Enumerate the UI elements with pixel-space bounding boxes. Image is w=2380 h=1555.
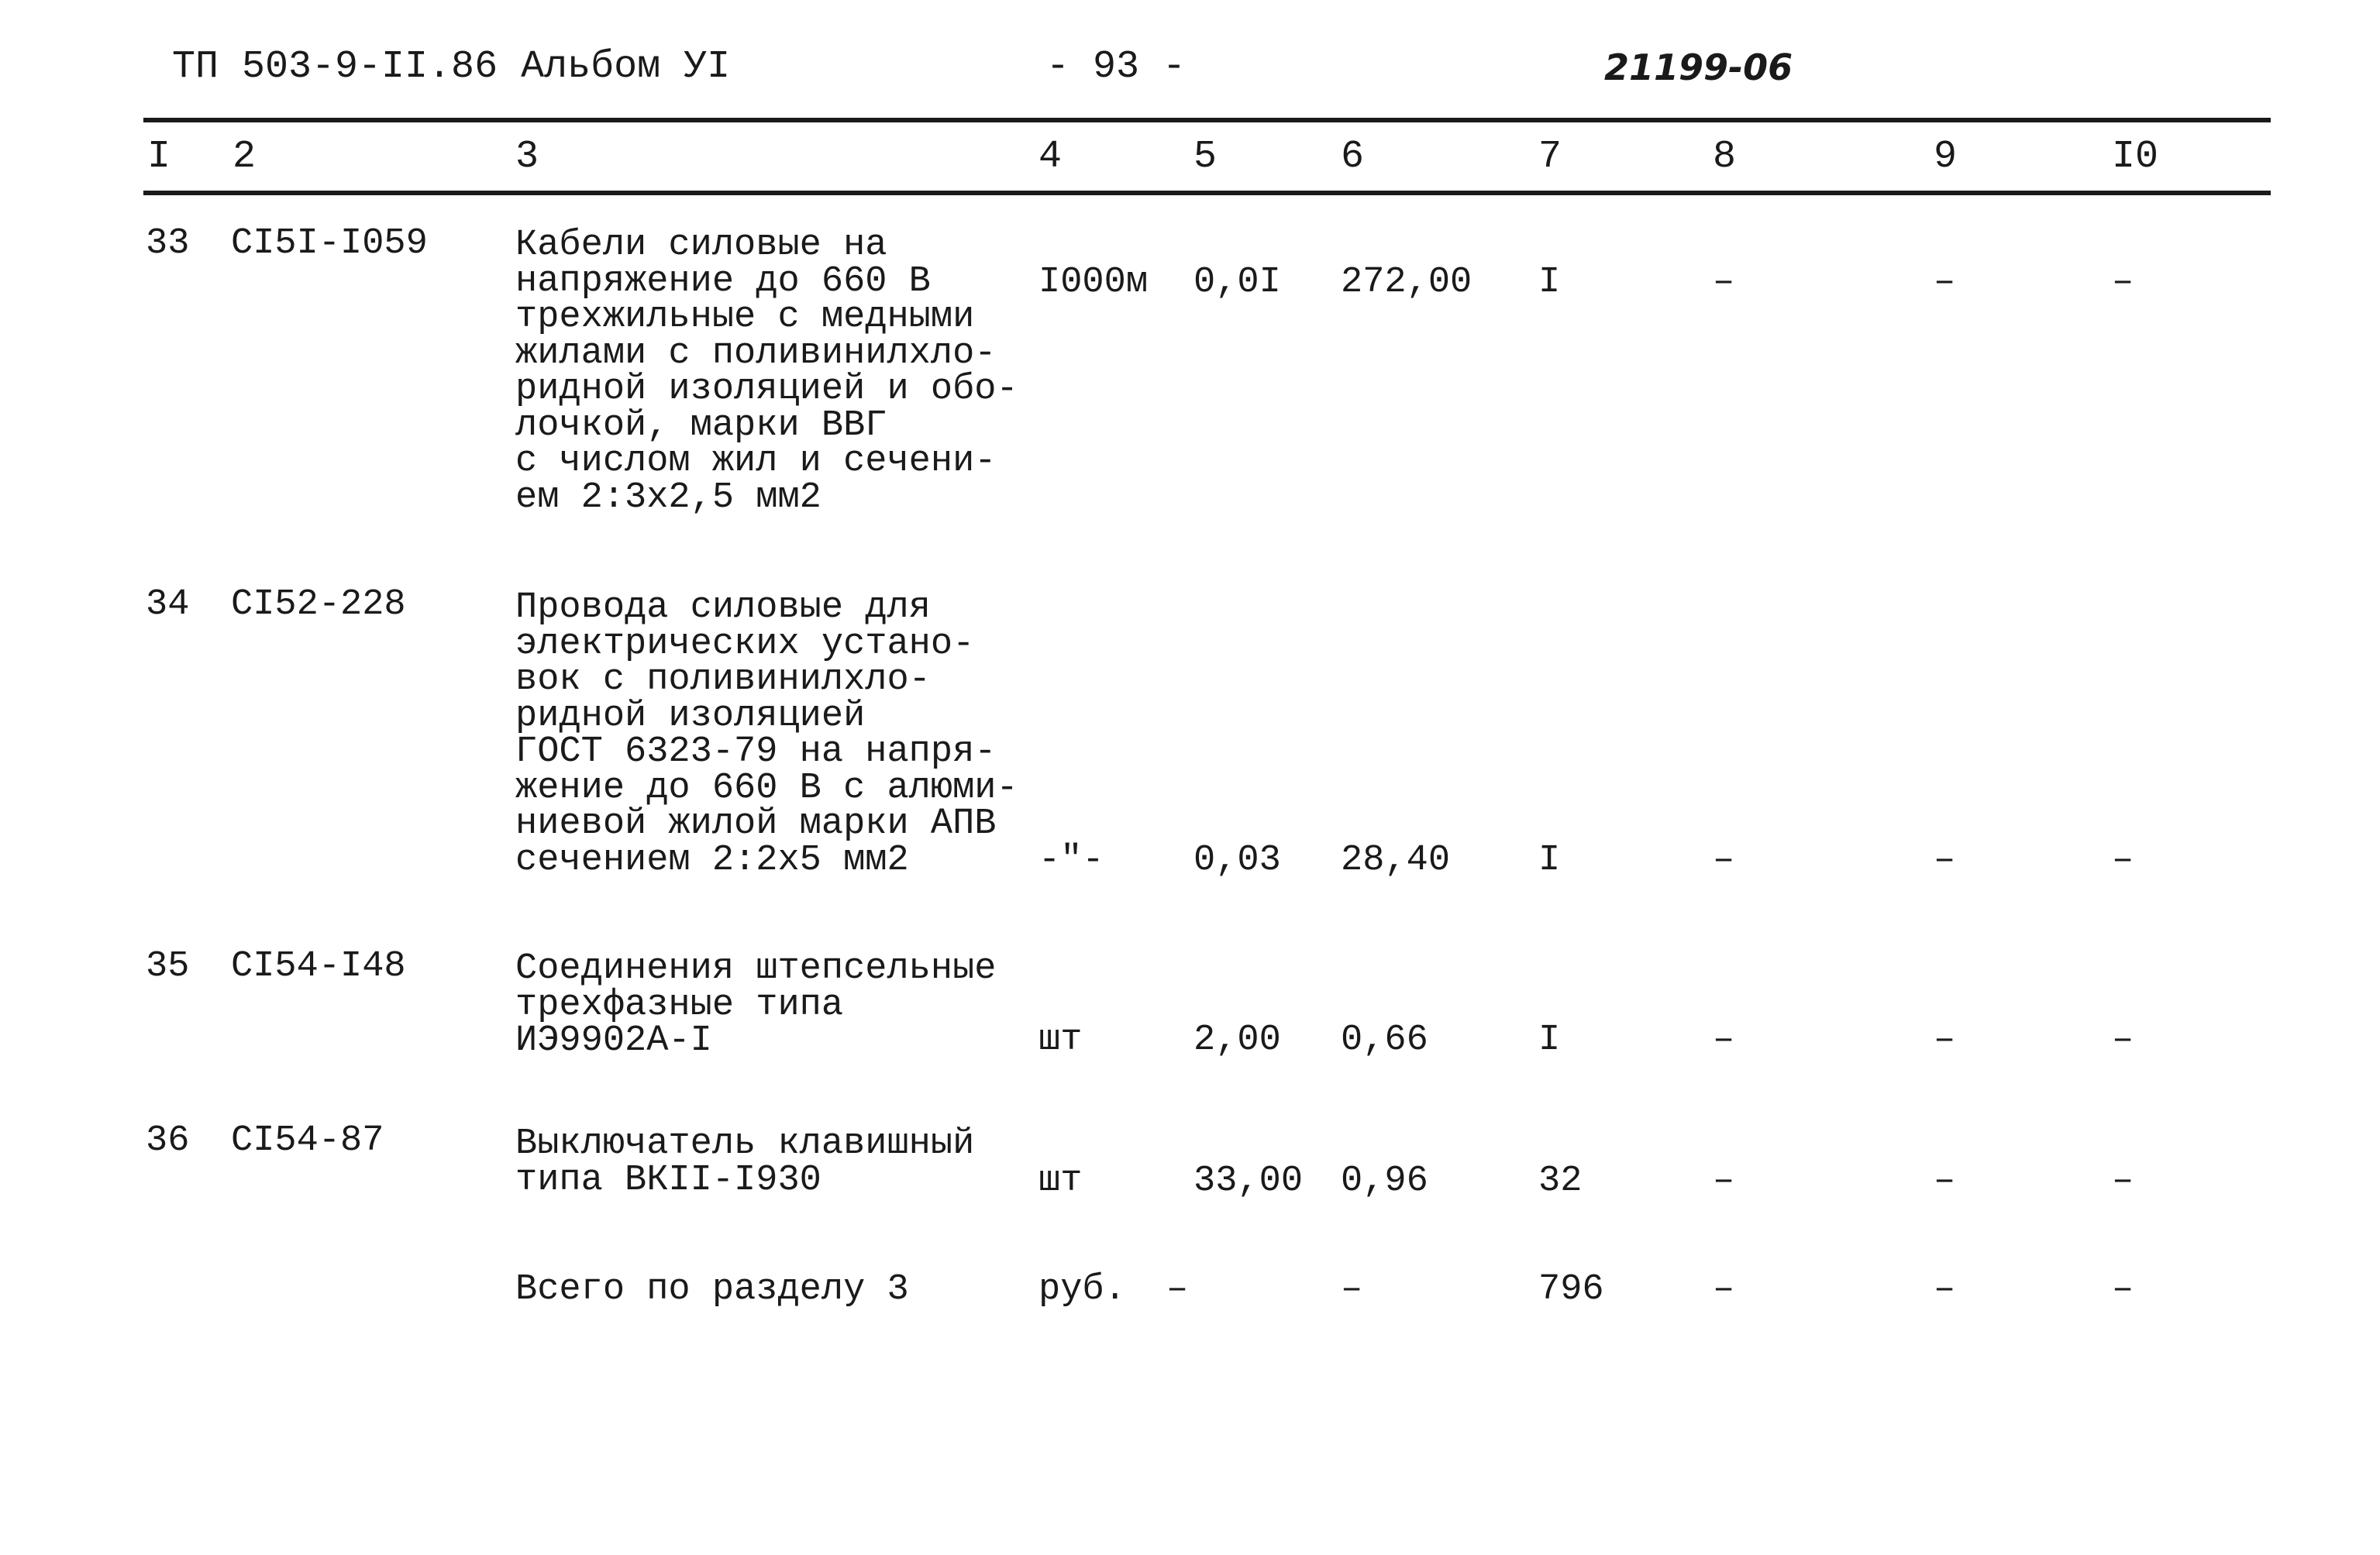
document-reference: ТП 503-9-II.86 Альбом УI bbox=[172, 45, 731, 89]
quantity: 0,0I bbox=[1193, 262, 1281, 303]
registration-code: 21199-06 bbox=[1604, 46, 1793, 88]
total-unit: руб. bbox=[1038, 1269, 1126, 1310]
row-number: 36 bbox=[146, 1120, 190, 1161]
price: 0,66 bbox=[1341, 1020, 1428, 1061]
price-code: CI52-228 bbox=[231, 584, 406, 625]
col-10-value: – bbox=[2112, 1161, 2134, 1202]
row-number: 34 bbox=[146, 584, 190, 625]
col-8-value: – bbox=[1713, 1161, 1735, 1202]
total-value: I bbox=[1538, 1020, 1561, 1061]
price-code: CI54-87 bbox=[231, 1120, 384, 1161]
total-col-7: 796 bbox=[1538, 1269, 1604, 1310]
quantity: 2,00 bbox=[1193, 1020, 1281, 1061]
total-col-6: – bbox=[1341, 1269, 1363, 1310]
item-description: Кабели силовые на напряжение до 660 В трехжильные с медными жилами с поливинилхло- ридной изоляцией и обо- лочкой, марки ВВГ с числом жил и сечени- ем 2:3х2,5 мм2 bbox=[515, 225, 1018, 518]
total-label: Всего по разделу 3 bbox=[515, 1269, 909, 1310]
col-10-value: – bbox=[2112, 840, 2134, 881]
col-8-value: – bbox=[1713, 1020, 1735, 1061]
quantity: 33,00 bbox=[1193, 1161, 1304, 1202]
header-bottom-rule bbox=[143, 191, 2271, 195]
col-9-value: – bbox=[1934, 1161, 1956, 1202]
unit: I000м bbox=[1038, 262, 1149, 303]
total-col-8: – bbox=[1713, 1269, 1735, 1310]
item-description: Выключатель клавишный типа ВКII-I930 bbox=[515, 1123, 975, 1201]
col-10-value: – bbox=[2112, 262, 2134, 303]
column-number: 6 bbox=[1341, 135, 1365, 179]
row-number: 33 bbox=[146, 223, 190, 264]
column-number: 2 bbox=[232, 135, 257, 179]
total-col-5: – bbox=[1166, 1269, 1189, 1310]
total-value: 32 bbox=[1538, 1161, 1583, 1202]
col-8-value: – bbox=[1713, 840, 1735, 881]
column-number: I0 bbox=[2112, 135, 2159, 179]
col-10-value: – bbox=[2112, 1020, 2134, 1061]
column-number: 5 bbox=[1193, 135, 1218, 179]
column-number: 3 bbox=[515, 135, 539, 179]
page-number: - 93 - bbox=[1046, 45, 1187, 89]
unit: -"- bbox=[1038, 840, 1104, 881]
table-top-rule bbox=[143, 118, 2271, 122]
quantity: 0,03 bbox=[1193, 840, 1281, 881]
column-number: 4 bbox=[1038, 135, 1063, 179]
col-9-value: – bbox=[1934, 840, 1956, 881]
price: 28,40 bbox=[1341, 840, 1451, 881]
row-number: 35 bbox=[146, 946, 190, 987]
column-number: 9 bbox=[1934, 135, 1958, 179]
total-value: I bbox=[1538, 840, 1561, 881]
item-description: Соединения штепсельные трехфазные типа ИЭ9902А-I bbox=[515, 948, 997, 1061]
col-9-value: – bbox=[1934, 1020, 1956, 1061]
col-8-value: – bbox=[1713, 262, 1735, 303]
total-col-10: – bbox=[2112, 1269, 2134, 1310]
item-description: Провода силовые для электрических устано- вок с поливинилхло- ридной изоляцией ГОСТ 6323-79 на напря- жение до 660 В с алюми- ниевой жилой марки АПВ сечением 2:2х5 мм2 bbox=[515, 587, 1018, 881]
price-code: CI5I-I059 bbox=[231, 223, 428, 264]
unit: шт bbox=[1038, 1161, 1083, 1202]
price-code: CI54-I48 bbox=[231, 946, 406, 987]
column-number: I bbox=[147, 135, 171, 179]
col-9-value: – bbox=[1934, 262, 1956, 303]
price: 272,00 bbox=[1341, 262, 1472, 303]
column-number: 8 bbox=[1713, 135, 1737, 179]
total-value: I bbox=[1538, 262, 1561, 303]
column-number: 7 bbox=[1538, 135, 1562, 179]
total-col-9: – bbox=[1934, 1269, 1956, 1310]
price: 0,96 bbox=[1341, 1161, 1428, 1202]
unit: шт bbox=[1038, 1020, 1083, 1061]
